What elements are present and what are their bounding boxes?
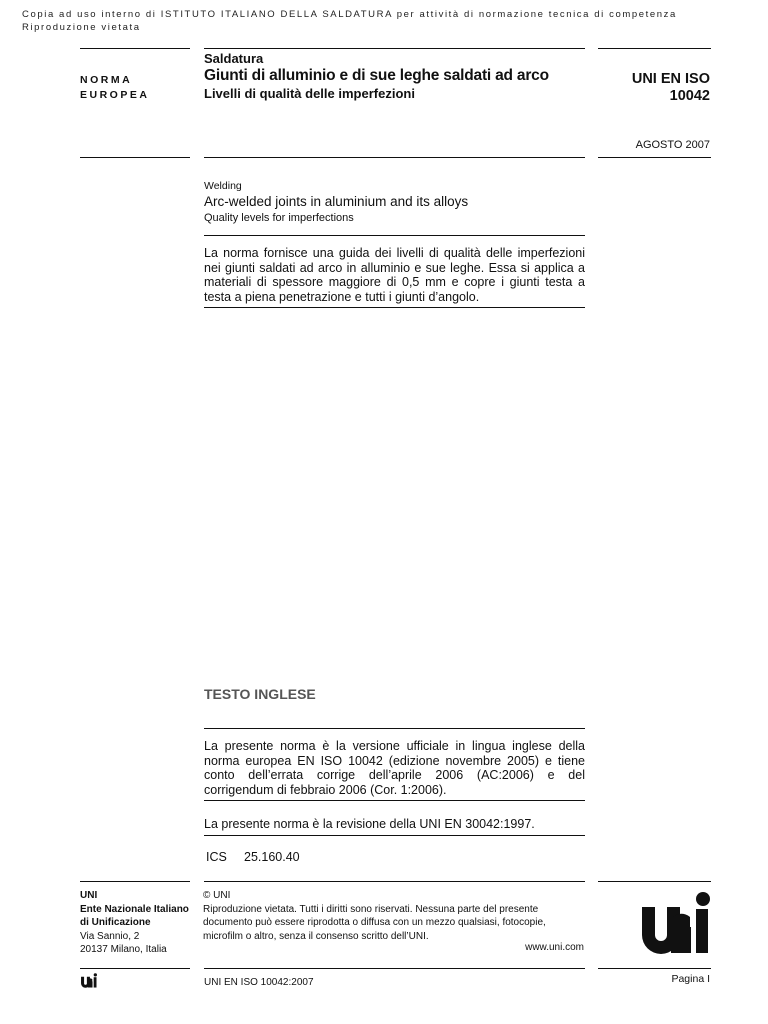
english-title-main: Arc-welded joints in aluminium and its alloys	[204, 194, 469, 209]
page-title: Giunti di alluminio e di sue leghe saldati ad arco	[204, 67, 549, 84]
title-small: Saldatura	[204, 51, 264, 66]
english-title-sub: Quality levels for imperfections	[204, 212, 354, 224]
official-version-text: La presente norma è la versione ufficiale in lingua inglese della norma europea EN ISO 10042 (edizione novembre 2005) e tiene conto dell’errata corrige dell’aprile 2006 (AC:2006) e del corrigendum di febbraio 2006 (Cor. 1:2006).	[204, 739, 585, 797]
abstract-rule-top	[204, 235, 585, 236]
english-title-small: Welding	[204, 180, 242, 192]
watermark-line-2: Riproduzione vietata	[22, 22, 141, 33]
norma-label-line-2: EUROPEA	[80, 89, 150, 101]
footer-rule-center	[204, 968, 585, 969]
uni-logo	[640, 891, 712, 955]
revision-rule-bottom	[204, 835, 585, 836]
header-rule-center	[204, 157, 585, 158]
legal-notice	[203, 889, 584, 943]
norma-label-line-1: NORMA	[80, 74, 133, 86]
top-rule-right	[598, 48, 711, 49]
official-rule-top	[204, 728, 585, 729]
bottom-rule-right	[598, 881, 711, 882]
standard-code-line-2: 10042	[669, 88, 710, 104]
top-rule-left	[80, 48, 190, 49]
title-subtitle: Livelli di qualità delle imperfezioni	[204, 86, 415, 101]
header-rule-left	[80, 157, 190, 158]
testo-inglese-heading: TESTO INGLESE	[204, 686, 316, 702]
legal-text: Riproduzione vietata. Tutti i diritti sono riservati. Nessuna parte del presente documento può essere riprodotta o diffusa con un mezzo qualsiasi, fotocopie, microfilm o altro, senza il consenso scritto dell’UNI.	[203, 903, 546, 942]
footer-rule-left	[80, 968, 190, 969]
page-number: Pagina I	[671, 973, 710, 985]
standard-code-line-1: UNI EN ISO	[631, 71, 710, 87]
organization-info	[80, 889, 189, 957]
header-rule-right	[598, 157, 711, 158]
copyright: © UNI	[203, 890, 231, 901]
watermark-line-1: Copia ad uso interno di ISTITUTO ITALIANO DELLA SALDATURA per attività di normazione tecnica di competenza	[22, 9, 677, 20]
website-link[interactable]: www.uni.com	[525, 942, 584, 953]
official-rule-bottom	[204, 800, 585, 801]
ics-value: 25.160.40	[244, 850, 300, 864]
bottom-rule-left	[80, 881, 190, 882]
standard-code	[632, 71, 710, 105]
org-name-1: UNI	[80, 890, 98, 901]
org-address-2: 20137 Milano, Italia	[80, 944, 167, 955]
ics-label: ICS	[206, 850, 227, 864]
org-name-3: di Unificazione	[80, 917, 151, 928]
top-rule-center	[204, 48, 585, 49]
org-name-2: Ente Nazionale Italiano	[80, 903, 189, 915]
publication-date: AGOSTO 2007	[635, 139, 710, 151]
footer-rule-right	[598, 968, 711, 969]
revision-text: La presente norma è la revisione della UNI EN 30042:1997.	[204, 817, 535, 831]
org-address-1: Via Sannio, 2	[80, 930, 140, 942]
abstract-rule-bottom	[204, 307, 585, 308]
abstract-text: La norma fornisce una guida dei livelli di qualità delle imperfezioni nei giunti saldati ad arco in alluminio e sue leghe. Essa si applica a materiali di spessore maggiore di 0,5 mm e copre i giunti testa a testa a piena penetrazione e tutti i giunti d’angolo.	[204, 246, 585, 304]
bottom-rule-center	[204, 881, 585, 882]
uni-logo-small	[79, 973, 99, 988]
footer-standard-code: UNI EN ISO 10042:2007	[204, 977, 314, 988]
